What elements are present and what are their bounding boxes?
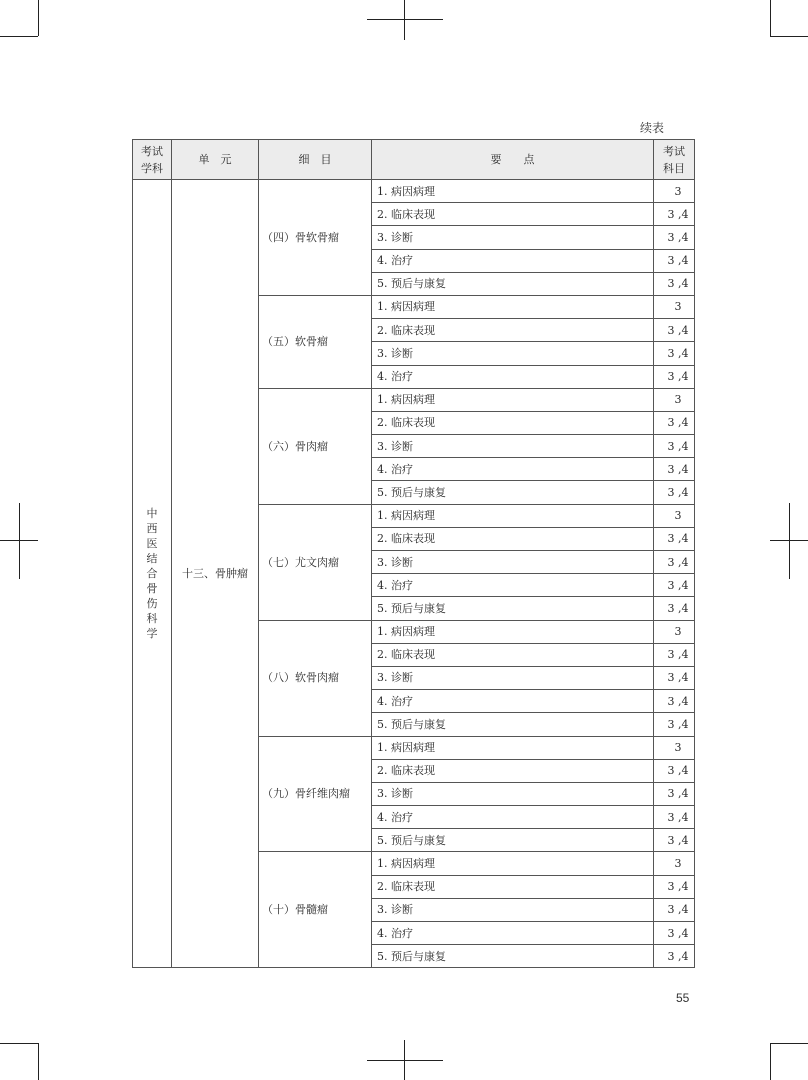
point-cell: 5. 预后与康复 (372, 829, 654, 852)
level-cell: 3 ,4 (654, 574, 695, 597)
level-cell: 3 ,4 (654, 435, 695, 458)
level-cell: 3 (654, 388, 695, 411)
level-cell: 3 (654, 504, 695, 527)
level-cell: 3 ,4 (654, 249, 695, 272)
point-cell: 4. 治疗 (372, 574, 654, 597)
point-cell: 1. 病因病理 (372, 504, 654, 527)
point-cell: 3. 诊断 (372, 782, 654, 805)
level-cell: 3 ,4 (654, 666, 695, 689)
level-cell: 3 ,4 (654, 365, 695, 388)
point-cell: 2. 临床表现 (372, 411, 654, 434)
item-cell: （九）骨纤维肉瘤 (259, 736, 372, 852)
registration-mark (404, 1040, 405, 1080)
header-level-line: 考试 (663, 144, 685, 158)
level-cell: 3 ,4 (654, 922, 695, 945)
registration-mark (367, 19, 443, 20)
header-point: 要 点 (372, 140, 654, 180)
header-subject-line: 考试 (141, 144, 163, 158)
point-cell: 4. 治疗 (372, 690, 654, 713)
header-subject-line: 学科 (141, 161, 163, 175)
point-cell: 3. 诊断 (372, 551, 654, 574)
subject-cell (133, 180, 172, 968)
level-cell: 3 ,4 (654, 782, 695, 805)
item-cell: （八）软骨肉瘤 (259, 620, 372, 736)
crop-mark (0, 1043, 38, 1044)
level-cell: 3 (654, 295, 695, 318)
point-cell: 2. 临床表现 (372, 759, 654, 782)
point-cell: 2. 临床表现 (372, 527, 654, 550)
subject-text: 中西医结合骨伤科学 (146, 507, 158, 641)
level-cell: 3 ,4 (654, 527, 695, 550)
table-row (133, 180, 695, 203)
point-cell: 1. 病因病理 (372, 620, 654, 643)
point-cell: 3. 诊断 (372, 226, 654, 249)
point-cell: 3. 诊断 (372, 898, 654, 921)
crop-mark (770, 1043, 808, 1044)
level-cell: 3 ,4 (654, 319, 695, 342)
point-cell: 4. 治疗 (372, 806, 654, 829)
level-cell: 3 (654, 736, 695, 759)
point-cell: 1. 病因病理 (372, 852, 654, 875)
level-cell: 3 ,4 (654, 945, 695, 968)
crop-mark (770, 36, 808, 37)
crop-mark (770, 0, 771, 36)
header-level-line: 科目 (663, 161, 685, 175)
point-cell: 5. 预后与康复 (372, 272, 654, 295)
point-cell: 3. 诊断 (372, 342, 654, 365)
point-cell: 4. 治疗 (372, 249, 654, 272)
unit-cell: 十三、骨肿瘤 (172, 180, 259, 968)
table-header-row (133, 140, 695, 180)
table-body (133, 180, 695, 968)
level-cell: 3 ,4 (654, 203, 695, 226)
registration-mark (19, 503, 20, 579)
continued-label: 续表 (640, 121, 665, 135)
page-number: 55 (676, 991, 690, 1005)
header-unit: 单 元 (172, 140, 259, 180)
level-cell: 3 ,4 (654, 551, 695, 574)
level-cell: 3 ,4 (654, 690, 695, 713)
point-cell: 4. 治疗 (372, 922, 654, 945)
level-cell: 3 ,4 (654, 226, 695, 249)
level-cell: 3 ,4 (654, 342, 695, 365)
point-cell: 5. 预后与康复 (372, 945, 654, 968)
registration-mark (789, 503, 790, 579)
level-cell: 3 ,4 (654, 411, 695, 434)
point-cell: 5. 预后与康复 (372, 597, 654, 620)
point-cell: 3. 诊断 (372, 666, 654, 689)
point-cell: 2. 临床表现 (372, 319, 654, 342)
point-cell: 3. 诊断 (372, 435, 654, 458)
level-cell: 3 ,4 (654, 458, 695, 481)
item-cell: （十）骨髓瘤 (259, 852, 372, 968)
syllabus-table (132, 139, 695, 968)
point-cell: 1. 病因病理 (372, 388, 654, 411)
level-cell: 3 ,4 (654, 759, 695, 782)
level-cell: 3 ,4 (654, 875, 695, 898)
crop-mark (38, 1043, 39, 1080)
point-cell: 2. 临床表现 (372, 203, 654, 226)
item-cell: （六）骨肉瘤 (259, 388, 372, 504)
item-cell: （五）软骨瘤 (259, 295, 372, 388)
level-cell: 3 ,4 (654, 481, 695, 504)
item-cell: （七）尤文肉瘤 (259, 504, 372, 620)
item-cell: （四）骨软骨瘤 (259, 180, 372, 296)
point-cell: 2. 临床表现 (372, 875, 654, 898)
level-cell: 3 ,4 (654, 597, 695, 620)
point-cell: 1. 病因病理 (372, 736, 654, 759)
point-cell: 1. 病因病理 (372, 295, 654, 318)
level-cell: 3 ,4 (654, 713, 695, 736)
point-cell: 5. 预后与康复 (372, 713, 654, 736)
crop-mark (770, 1043, 771, 1080)
point-cell: 4. 治疗 (372, 365, 654, 388)
header-level (654, 140, 695, 180)
level-cell: 3 ,4 (654, 898, 695, 921)
crop-mark (38, 0, 39, 36)
header-item: 细 目 (259, 140, 372, 180)
header-subject (133, 140, 172, 180)
level-cell: 3 (654, 852, 695, 875)
point-cell: 1. 病因病理 (372, 180, 654, 203)
registration-mark (367, 1060, 443, 1061)
point-cell: 5. 预后与康复 (372, 481, 654, 504)
point-cell: 4. 治疗 (372, 458, 654, 481)
level-cell: 3 ,4 (654, 643, 695, 666)
level-cell: 3 (654, 620, 695, 643)
crop-mark (0, 36, 38, 37)
level-cell: 3 ,4 (654, 272, 695, 295)
level-cell: 3 (654, 180, 695, 203)
level-cell: 3 ,4 (654, 829, 695, 852)
point-cell: 2. 临床表现 (372, 643, 654, 666)
registration-mark (404, 0, 405, 40)
level-cell: 3 ,4 (654, 806, 695, 829)
